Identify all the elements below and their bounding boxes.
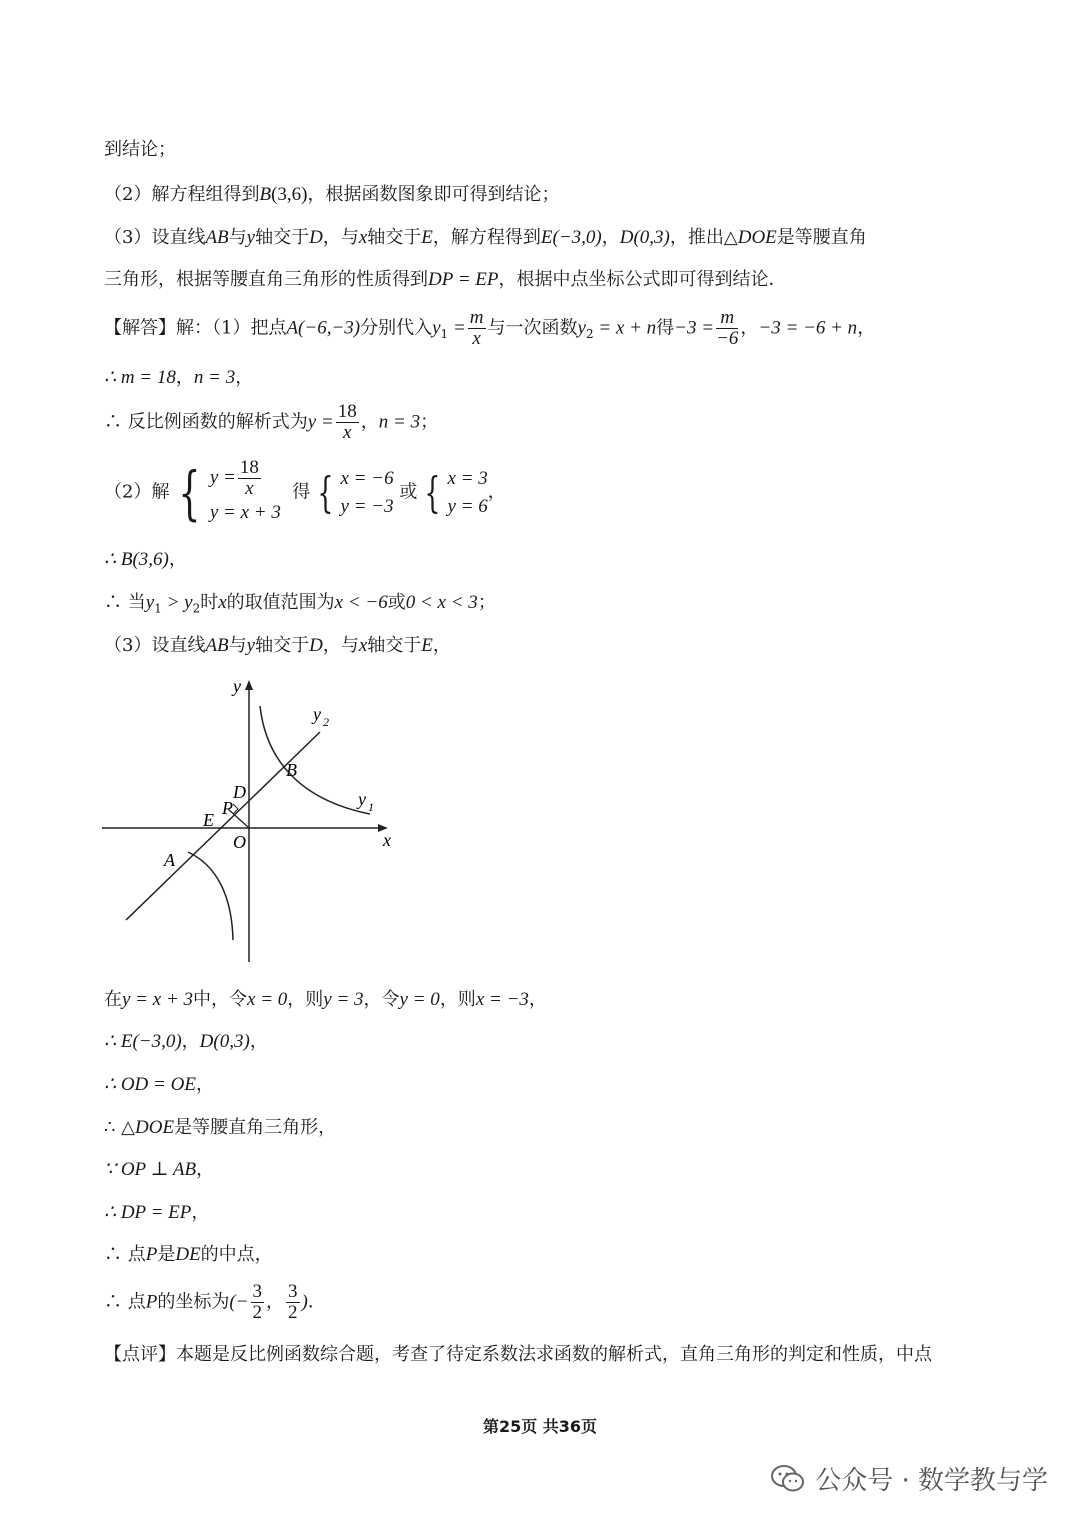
label-y2-sub: 2: [323, 715, 329, 729]
label-y1: y: [358, 789, 366, 809]
label-y: y: [233, 676, 241, 696]
brace-icon: {: [317, 467, 334, 517]
brace-icon: {: [178, 458, 201, 527]
function-graph-figure: [100, 670, 410, 970]
wechat-icon: [771, 1465, 805, 1493]
label-x: x: [383, 830, 391, 850]
label-a: A: [164, 850, 175, 870]
label-y2: y: [313, 704, 321, 724]
label-o: O: [233, 832, 246, 852]
label-e: E: [203, 810, 214, 830]
y-axis-arrow-icon: [245, 680, 253, 690]
text-line: ∴ OD = OE，: [104, 1074, 214, 1095]
page-footer: 第25页 共36页: [482, 1417, 598, 1436]
text-line: （2）解 { y = $\frac{18}{x}$ y = x + 3 得 { x = −6 y = −3 或 { x = 3 y = 6 ，: [104, 457, 506, 527]
text-line: ∴ 当$y_1 > y_2$时x的取值范围为x < −6或0 < x < 3；: [104, 592, 496, 616]
text-line: 【点评】本题是反比例函数综合题，考查了待定系数法求函数的解析式，直角三角形的判定和性质，中点: [104, 1344, 932, 1365]
text-line: ∴ △DOE是等腰直角三角形，: [104, 1117, 337, 1138]
text-line: ∴ m = 18，n = 3，: [104, 367, 254, 388]
text-line: ∴ 反比例函数的解析式为y = $\frac{18}{x}$ ，n = 3；: [104, 401, 439, 443]
label-p: P: [222, 798, 233, 818]
label-y1-sub: 1: [368, 800, 374, 814]
text-line: ∴ 点P的坐标为(− $\frac{3}{2}$ ， $\frac{3}{2}$ )．: [104, 1281, 326, 1323]
text-line: ∴ B(3,6)，: [104, 549, 187, 570]
text-line: 在y = x + 3中，令x = 0，则y = 3，令y = 0，则x = −3，: [104, 989, 547, 1010]
text-line: ∵ OP ⊥ AB，: [104, 1159, 215, 1180]
label-b: B: [286, 760, 297, 780]
text-line: （3）设直线AB与y轴交于D，与x轴交于E，解方程得到E(−3,0)，D(0,3)，推出△DOE是等腰直角: [104, 227, 867, 248]
hyperbola-branch-3: [188, 852, 233, 940]
text-line: 【解答】解：（1）把点A(−6,−3)分别代入$y_1$ = $\frac{m}{x}$ 与一次函数$y_2 = x + n$得−3 = $\frac{m}{-6}$ ，−3 = −6 + n，: [104, 307, 876, 349]
watermark: 公众号 · 数学教与学: [771, 1460, 1048, 1497]
text-line: ∴ DP = EP，: [104, 1202, 210, 1223]
text-line: 三角形，根据等腰直角三角形的性质得到DP = EP，根据中点坐标公式即可得到结论．: [104, 269, 787, 290]
text-line: （3）设直线AB与y轴交于D，与x轴交于E，: [104, 635, 451, 656]
label-d: D: [233, 782, 246, 802]
text-line: （2）解方程组得到B(3,6)，根据函数图象即可得到结论；: [104, 184, 560, 205]
text-line: ∴ E(−3,0)，D(0,3)，: [104, 1031, 268, 1052]
text-line: 到结论；: [104, 139, 176, 160]
text-line: ∴ 点P是DE的中点，: [104, 1244, 273, 1265]
brace-icon: {: [424, 467, 441, 517]
